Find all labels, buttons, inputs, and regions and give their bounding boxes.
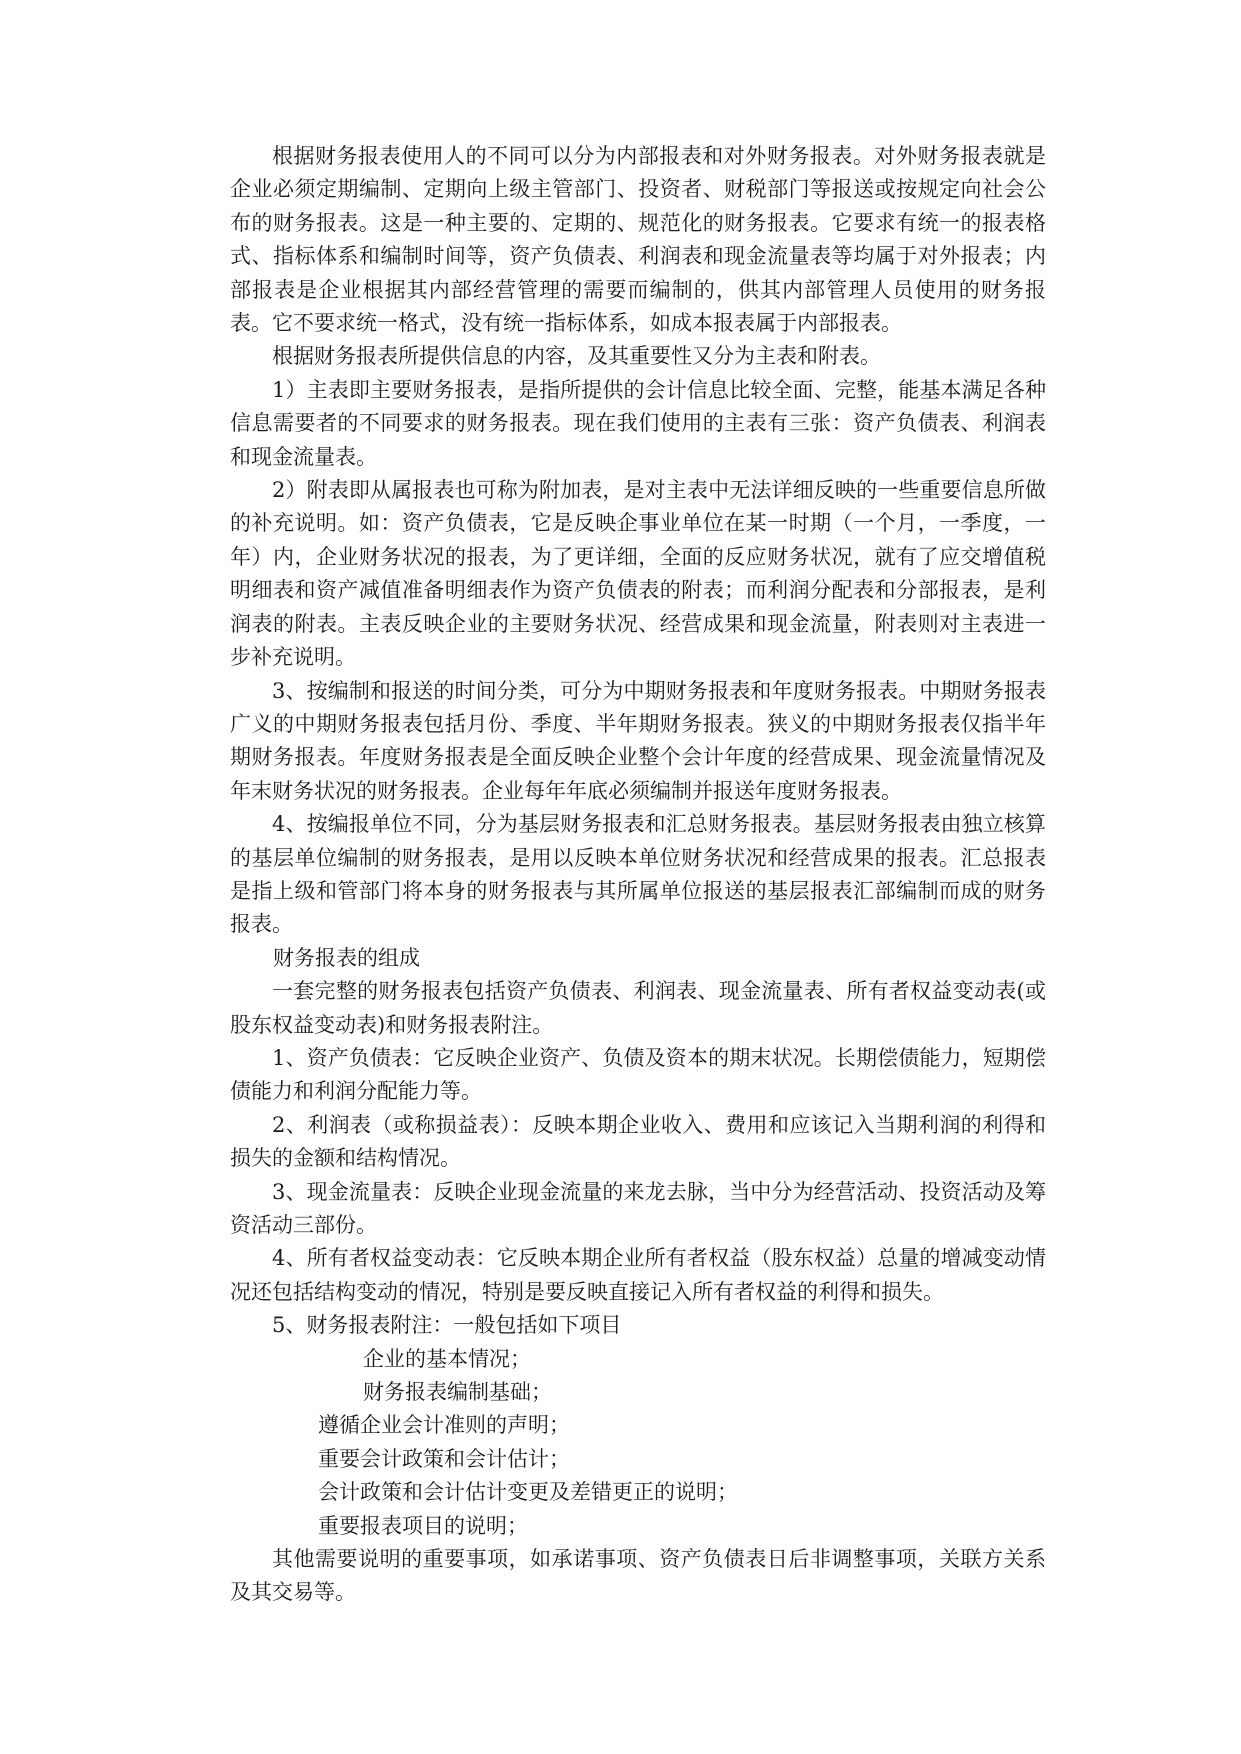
paragraph-balance-sheet: 1、资产负债表：它反映企业资产、负债及资本的期末状况。长期偿债能力，短期偿债能力和利润分配能力等。 [230,1045,1046,1104]
paragraph-report-users: 根据财务报表使用人的不同可以分为内部报表和对外财务报表。对外财务报表就是企业必须定期编制、定期向上级主管部门、投资者、财税部门等报送或按规定向社会公布的财务报表。这是一种主要的、定期的、规范化的财务报表。它要求有统一的报表格式、指标体系和编制时间等，资产负债表、利润表和现金流量表等均属于对外报表；内部报表是企业根据其内部经营管理的需要而编制的，供其内部管理人员使用的财务报表。它不要求统一格式，没有统一指标体系，如成本报表属于内部报表。 [230,144,1046,336]
list-item: 企业的基本情况； [363,1346,531,1371]
paragraph-income-statement: 2、利润表（或称损益表）：反映本期企业收入、费用和应该记入当期利润的利得和损失的金额和结构情况。 [230,1112,1046,1171]
paragraph-cash-flow: 3、现金流量表：反映企业现金流量的来龙去脉，当中分为经营活动、投资活动及筹资活动三部份。 [230,1179,1046,1237]
list-item: 重要报表项目的说明； [318,1513,528,1538]
paragraph-notes: 5、财务报表附注：一般包括如下项目 [272,1313,622,1338]
paragraph-reporting-period: 3、按编制和报送的时间分类，可分为中期财务报表和年度财务报表。中期财务报表广义的中期财务报表包括月份、季度、半年期财务报表。狭义的中期财务报表仅指半年期财务报表。年度财务报表是全面反映企业整个会计年度的经营成果、现金流量情况及年末财务状况的财务报表。企业每年年底必须编制并报送年度财务报表。 [230,678,1046,803]
list-item: 重要会计政策和会计估计； [318,1446,570,1471]
paragraph-other-matters: 其他需要说明的重要事项，如承诺事项、资产负债表日后非调整事项，关联方关系及其交易等。 [230,1547,1046,1605]
paragraph-supplementary-statements: 2）附表即从属报表也可称为附加表，是对主表中无法详细反映的一些重要信息所做的补充说明。如：资产负债表，它是反映企事业单位在某一时期（一个月，一季度，一年）内，企业财务状况的报表，为了更详细，全面的反应财务状况，就有了应交增值税明细表和资产减值准备明细表作为资产负债表的附表；而利润分配表和分部报表，是利润表的附表。主表反映企业的主要财务状况、经营成果和现金流量，附表则对主表进一步补充说明。 [230,478,1046,670]
list-item: 遵循企业会计准则的声明； [318,1413,570,1438]
paragraph-complete-set: 一套完整的财务报表包括资产负债表、利润表、现金流量表、所有者权益变动表(或股东权益变动表)和财务报表附注。 [230,979,1046,1037]
paragraph-main-statements: 1）主表即主要财务报表，是指所提供的会计信息比较全面、完整，能基本满足各种信息需要者的不同要求的财务报表。现在我们使用的主表有三张：资产负债表、利润表和现金流量表。 [230,377,1046,469]
paragraph-equity-changes: 4、所有者权益变动表：它反映本期企业所有者权益（股东权益）总量的增减变动情况还包括结构变动的情况，特别是要反映直接记入所有者权益的利得和损失。 [230,1246,1046,1304]
document-body [230,140,1046,1610]
section-heading: 财务报表的组成 [273,945,420,970]
list-item: 财务报表编制基础； [363,1380,552,1405]
paragraph-main-and-supplementary: 根据财务报表所提供信息的内容，及其重要性又分为主表和附表。 [272,344,881,369]
list-item: 会计政策和会计估计变更及差错更正的说明； [318,1480,738,1505]
paragraph-reporting-unit: 4、按编报单位不同，分为基层财务报表和汇总财务报表。基层财务报表由独立核算的基层单位编制的财务报表，是用以反映本单位财务状况和经营成果的报表。汇总报表是指上级和管部门将本身的财务报表与其所属单位报送的基层报表汇部编制而成的财务报表。 [230,812,1046,937]
